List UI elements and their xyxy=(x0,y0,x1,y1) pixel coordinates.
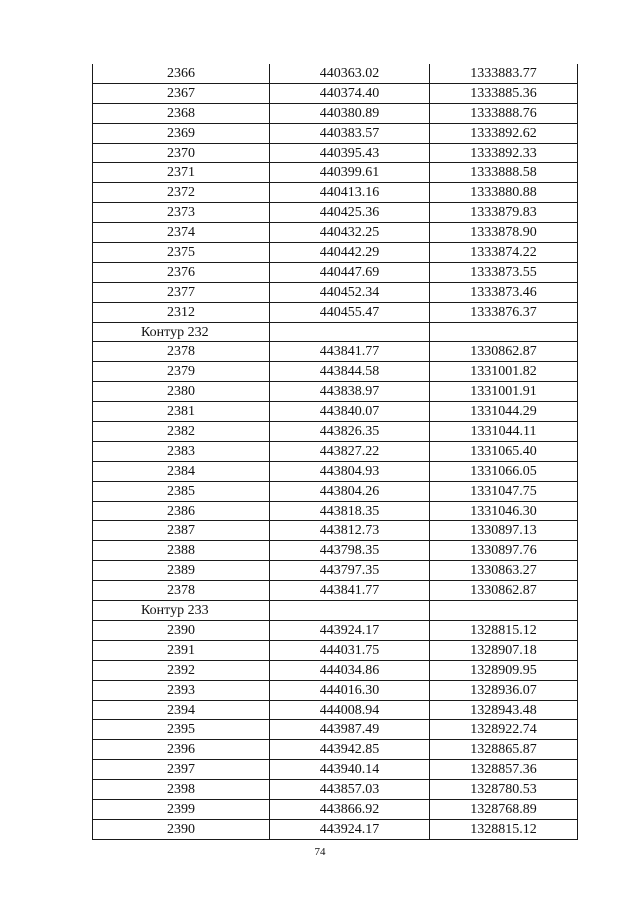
table-row xyxy=(92,720,578,740)
point-number-cell: 2387 xyxy=(167,523,195,539)
x-coordinate-cell: 443866.92 xyxy=(269,800,429,819)
y-coordinate-cell: 1333888.58 xyxy=(429,163,577,182)
table-row xyxy=(92,84,578,104)
point-number-cell: 2368 xyxy=(167,105,195,121)
point-number-cell: 2386 xyxy=(167,503,195,519)
table-row xyxy=(92,223,578,243)
point-number-cell: 2392 xyxy=(167,662,195,678)
y-coordinate-cell: 1330897.13 xyxy=(429,521,577,540)
point-number-cell: 2395 xyxy=(167,722,195,738)
table-row xyxy=(92,780,578,800)
point-number-cell: 2385 xyxy=(167,483,195,499)
point-number-cell: 2369 xyxy=(167,125,195,141)
x-coordinate-cell: 443924.17 xyxy=(269,621,429,640)
x-coordinate-cell: 443812.73 xyxy=(269,521,429,540)
table-row xyxy=(92,561,578,581)
y-coordinate-cell: 1328768.89 xyxy=(429,800,577,819)
y-coordinate-cell: 1330897.76 xyxy=(429,541,577,560)
x-coordinate-cell: 443827.22 xyxy=(269,442,429,461)
point-number-cell: 2394 xyxy=(167,702,195,718)
x-coordinate-cell: 443804.93 xyxy=(269,462,429,481)
table-row xyxy=(92,442,578,462)
y-coordinate-cell: 1333885.36 xyxy=(429,84,577,103)
y-coordinate-cell: 1333880.88 xyxy=(429,183,577,202)
x-coordinate-cell: 443818.35 xyxy=(269,502,429,521)
table-row xyxy=(92,342,578,362)
x-coordinate-cell: 440455.47 xyxy=(269,303,429,322)
point-number-cell: 2376 xyxy=(167,264,195,280)
x-coordinate-cell: 444016.30 xyxy=(269,681,429,700)
table-row xyxy=(92,362,578,382)
point-number-cell: 2378 xyxy=(167,344,195,360)
y-coordinate-cell: 1333892.33 xyxy=(429,144,577,163)
x-coordinate-cell: 443841.77 xyxy=(269,581,429,600)
point-number-cell: 2399 xyxy=(167,801,195,817)
table-row xyxy=(92,203,578,223)
y-coordinate-cell: 1330862.87 xyxy=(429,581,577,600)
table-row xyxy=(92,183,578,203)
table-row xyxy=(92,701,578,721)
coordinates-table xyxy=(92,64,578,840)
x-coordinate-cell: 444031.75 xyxy=(269,641,429,660)
table-row xyxy=(92,144,578,164)
y-coordinate-cell: 1333874.22 xyxy=(429,243,577,262)
point-number-cell: 2382 xyxy=(167,424,195,440)
table-row xyxy=(92,104,578,124)
y-coordinate-cell: 1328780.53 xyxy=(429,780,577,799)
x-coordinate-cell: 444034.86 xyxy=(269,661,429,680)
point-number-cell: 2397 xyxy=(167,762,195,778)
table-row xyxy=(92,64,578,84)
y-coordinate-cell: 1331047.75 xyxy=(429,482,577,501)
y-coordinate-cell xyxy=(429,323,577,342)
y-coordinate-cell: 1331044.11 xyxy=(429,422,577,441)
point-number-cell: 2366 xyxy=(167,66,195,81)
table-row xyxy=(92,521,578,541)
x-coordinate-cell: 440363.02 xyxy=(269,64,429,83)
x-coordinate-cell: 443857.03 xyxy=(269,780,429,799)
point-number-cell: 2384 xyxy=(167,463,195,479)
y-coordinate-cell: 1331065.40 xyxy=(429,442,577,461)
table-row xyxy=(92,283,578,303)
y-coordinate-cell: 1328943.48 xyxy=(429,701,577,720)
table-row xyxy=(92,581,578,601)
point-number-cell: 2383 xyxy=(167,443,195,459)
table-row xyxy=(92,163,578,183)
x-coordinate-cell: 440452.34 xyxy=(269,283,429,302)
x-coordinate-cell: 440425.36 xyxy=(269,203,429,222)
contour-header-row xyxy=(92,323,578,343)
x-coordinate-cell: 443841.77 xyxy=(269,342,429,361)
x-coordinate-cell xyxy=(269,323,429,342)
point-number-cell: 2374 xyxy=(167,225,195,241)
table-row xyxy=(92,482,578,502)
y-coordinate-cell: 1333879.83 xyxy=(429,203,577,222)
point-number-cell: 2378 xyxy=(167,583,195,599)
y-coordinate-cell: 1333878.90 xyxy=(429,223,577,242)
point-number-cell: 2373 xyxy=(167,205,195,221)
contour-label: Контур 233 xyxy=(141,603,209,619)
x-coordinate-cell: 443844.58 xyxy=(269,362,429,381)
point-number-cell: 2372 xyxy=(167,185,195,201)
y-coordinate-cell: 1328909.95 xyxy=(429,661,577,680)
point-number-cell: 2379 xyxy=(167,364,195,380)
point-number-cell: 2389 xyxy=(167,563,195,579)
point-number-cell: 2367 xyxy=(167,85,195,101)
x-coordinate-cell: 440383.57 xyxy=(269,124,429,143)
y-coordinate-cell: 1333883.77 xyxy=(429,64,577,83)
y-coordinate-cell: 1328857.36 xyxy=(429,760,577,779)
table-row xyxy=(92,422,578,442)
y-coordinate-cell: 1328922.74 xyxy=(429,720,577,739)
y-coordinate-cell: 1331044.29 xyxy=(429,402,577,421)
y-coordinate-cell: 1333873.46 xyxy=(429,283,577,302)
y-coordinate-cell: 1331001.91 xyxy=(429,382,577,401)
table-row xyxy=(92,641,578,661)
table-row xyxy=(92,820,578,840)
contour-label: Контур 232 xyxy=(141,324,209,340)
x-coordinate-cell: 440432.25 xyxy=(269,223,429,242)
table-row xyxy=(92,402,578,422)
y-coordinate-cell: 1331001.82 xyxy=(429,362,577,381)
table-row xyxy=(92,382,578,402)
table-row xyxy=(92,303,578,323)
table-row xyxy=(92,502,578,522)
y-coordinate-cell: 1331046.30 xyxy=(429,502,577,521)
y-coordinate-cell: 1328907.18 xyxy=(429,641,577,660)
y-coordinate-cell: 1328815.12 xyxy=(429,820,577,839)
x-coordinate-cell: 443840.07 xyxy=(269,402,429,421)
table-row xyxy=(92,124,578,144)
y-coordinate-cell: 1328936.07 xyxy=(429,681,577,700)
x-coordinate-cell: 443987.49 xyxy=(269,720,429,739)
point-number-cell: 2377 xyxy=(167,284,195,300)
table-row xyxy=(92,740,578,760)
y-coordinate-cell xyxy=(429,601,577,620)
x-coordinate-cell: 443924.17 xyxy=(269,820,429,839)
x-coordinate-cell: 440395.43 xyxy=(269,144,429,163)
x-coordinate-cell: 440447.69 xyxy=(269,263,429,282)
table-row xyxy=(92,760,578,780)
point-number-cell: 2390 xyxy=(167,821,195,837)
point-number-cell: 2388 xyxy=(167,543,195,559)
table-row xyxy=(92,243,578,263)
y-coordinate-cell: 1333876.37 xyxy=(429,303,577,322)
x-coordinate-cell: 440413.16 xyxy=(269,183,429,202)
y-coordinate-cell: 1331066.05 xyxy=(429,462,577,481)
table-row xyxy=(92,541,578,561)
x-coordinate-cell: 443798.35 xyxy=(269,541,429,560)
x-coordinate-cell: 444008.94 xyxy=(269,701,429,720)
point-number-cell: 2380 xyxy=(167,384,195,400)
y-coordinate-cell: 1328815.12 xyxy=(429,621,577,640)
point-number-cell: 2375 xyxy=(167,245,195,261)
x-coordinate-cell: 443804.26 xyxy=(269,482,429,501)
point-number-cell: 2396 xyxy=(167,742,195,758)
table-row xyxy=(92,800,578,820)
page-number: 74 xyxy=(314,846,326,858)
x-coordinate-cell: 443826.35 xyxy=(269,422,429,441)
x-coordinate-cell: 443797.35 xyxy=(269,561,429,580)
table-row xyxy=(92,263,578,283)
table-row xyxy=(92,621,578,641)
y-coordinate-cell: 1328865.87 xyxy=(429,740,577,759)
y-coordinate-cell: 1330863.27 xyxy=(429,561,577,580)
x-coordinate-cell: 443942.85 xyxy=(269,740,429,759)
y-coordinate-cell: 1330862.87 xyxy=(429,342,577,361)
point-number-cell: 2391 xyxy=(167,642,195,658)
contour-header-row xyxy=(92,601,578,621)
x-coordinate-cell: 443838.97 xyxy=(269,382,429,401)
x-coordinate-cell: 440374.40 xyxy=(269,84,429,103)
y-coordinate-cell: 1333892.62 xyxy=(429,124,577,143)
point-number-cell: 2390 xyxy=(167,622,195,638)
point-number-cell: 2398 xyxy=(167,782,195,798)
x-coordinate-cell: 443940.14 xyxy=(269,760,429,779)
x-coordinate-cell: 440442.29 xyxy=(269,243,429,262)
y-coordinate-cell: 1333873.55 xyxy=(429,263,577,282)
y-coordinate-cell: 1333888.76 xyxy=(429,104,577,123)
point-number-cell: 2312 xyxy=(167,304,195,320)
point-number-cell: 2393 xyxy=(167,682,195,698)
table-row xyxy=(92,462,578,482)
point-number-cell: 2371 xyxy=(167,165,195,181)
point-number-cell: 2370 xyxy=(167,145,195,161)
point-number-cell: 2381 xyxy=(167,404,195,420)
table-row xyxy=(92,681,578,701)
x-coordinate-cell: 440380.89 xyxy=(269,104,429,123)
x-coordinate-cell: 440399.61 xyxy=(269,163,429,182)
x-coordinate-cell xyxy=(269,601,429,620)
table-row xyxy=(92,661,578,681)
